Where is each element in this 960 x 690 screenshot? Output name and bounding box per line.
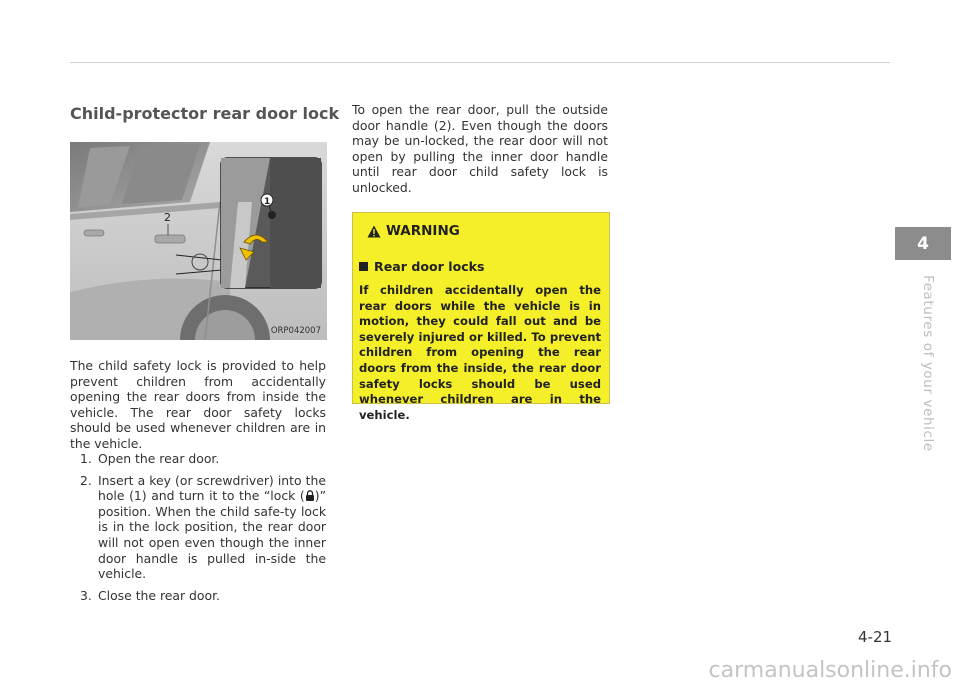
list-item [70, 451, 326, 467]
step-text: Close the rear door. [98, 587, 220, 603]
intro-paragraph: The child safety lock is provided to help prevent children from accidentally opening the rear doors from inside the vehicle. The rear door safety locks should be used whenever children are in the vehicle. [70, 358, 326, 451]
door-lock-figure [70, 142, 327, 340]
list-item [70, 473, 326, 582]
step-text: Insert a key (or screwdriver) into the hole (1) and turn it to the “lock ( [98, 472, 326, 504]
steps-list [70, 451, 326, 609]
step-text: Open the rear door. [98, 451, 220, 466]
warning-title [367, 223, 460, 239]
step-number: 1. [80, 451, 92, 466]
warning-triangle-icon [367, 225, 381, 238]
figure-code: ORP042007 [270, 326, 321, 336]
chapter-tab: 4 [895, 227, 951, 260]
door-open-paragraph: To open the rear door, pull the outside door handle (2). Even though the doors may be un-locked, the rear door will not open by pulling the inner door handle until rear door child safety lock is unlocked. [352, 102, 608, 195]
watermark: carmanualsonline.info [708, 658, 952, 683]
callout-2-label: 2 [164, 211, 171, 224]
square-bullet-icon [359, 262, 368, 271]
car-door-illustration [70, 142, 327, 340]
warning-subtitle-text: Rear door locks [374, 259, 485, 274]
step-text-continued: )” position. When the child safe-ty lock is in the lock position, the rear door will not open even though the inner door handle is pulled in-side the vehicle. [98, 488, 326, 582]
warning-title-text: WARNING [386, 223, 460, 239]
lock-icon [305, 490, 315, 501]
chapter-title: Features of your vehicle [920, 275, 936, 452]
section-heading: Child-protector rear door lock [70, 104, 340, 123]
step-number: 3. [80, 587, 92, 603]
list-item [70, 588, 326, 604]
page-number: 4-21 [858, 628, 893, 646]
step-number: 2. [80, 472, 92, 488]
warning-subtitle [359, 259, 485, 274]
callout-1-label: 1 [264, 197, 271, 207]
warning-body: If children accidentally open the rear doors while the vehicle is in motion, they could fall out and be severely injured or killed. To prevent children from opening the rear doors from the inside, the rear door safety locks should be used whenever children are in the vehicle. [359, 283, 601, 422]
warning-box [352, 212, 610, 422]
top-rule [70, 62, 890, 63]
